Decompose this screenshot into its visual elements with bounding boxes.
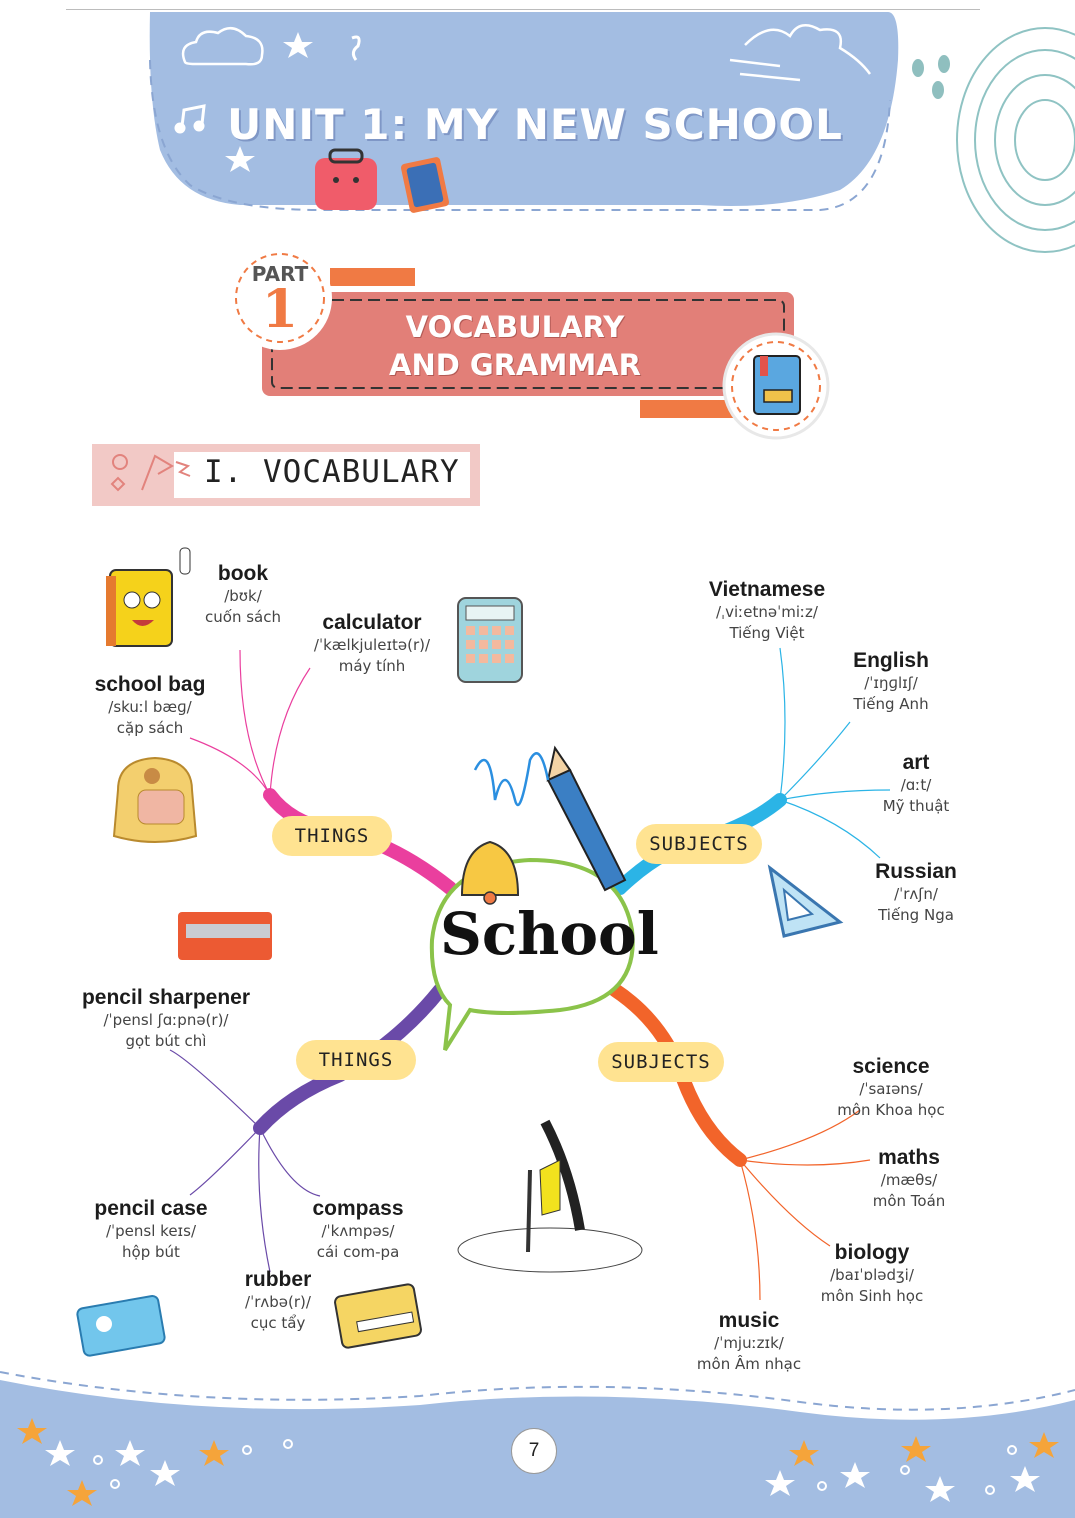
word-maths — [799, 1146, 1019, 1212]
word-science — [781, 1055, 1001, 1121]
squiggle-line — [475, 753, 548, 805]
word-term: Russian — [875, 860, 957, 883]
word-pencil-sharpener — [56, 986, 276, 1052]
word-phonetic: /mæθs/ — [880, 1171, 938, 1189]
word-term: art — [902, 751, 930, 774]
part-title-line2: AND GRAMMAR — [389, 348, 641, 382]
branch-subjects-top: SUBJECTS — [636, 824, 762, 864]
word-term: music — [718, 1309, 780, 1332]
word-phonetic: /ɑːt/ — [900, 776, 932, 794]
part-label: PART — [251, 262, 309, 286]
word-phonetic: /ˈrʌʃn/ — [894, 885, 938, 903]
word-biology — [762, 1241, 982, 1307]
word-art — [806, 751, 1026, 817]
word-term: maths — [878, 1146, 940, 1169]
word-pencil-case — [41, 1197, 261, 1263]
part-title-line1: VOCABULARY — [405, 310, 625, 344]
word-rubber — [168, 1268, 388, 1334]
page-number: 7 — [511, 1428, 557, 1474]
word-term: pencil case — [94, 1197, 208, 1220]
word-term: rubber — [244, 1268, 312, 1291]
word-phonetic: /ˈpensl ʃɑːpnə(r)/ — [103, 1011, 229, 1029]
branch-things-bottom: THINGS — [296, 1040, 416, 1080]
section-heading: I. VOCABULARY — [204, 454, 460, 490]
word-meaning: gọt bút chì — [125, 1032, 207, 1050]
word-meaning: cuốn sách — [205, 608, 281, 626]
pencil-case-illustration — [76, 1295, 165, 1357]
word-term: English — [853, 649, 929, 672]
word-meaning: môn Khoa học — [837, 1101, 945, 1119]
wood-rings-icon — [957, 28, 1075, 252]
word-term: school bag — [94, 673, 206, 696]
word-meaning: môn Sinh học — [820, 1287, 924, 1305]
part-number: 1 — [261, 279, 299, 340]
word-meaning: môn Toán — [872, 1192, 946, 1210]
word-phonetic: /ˈɪŋɡlɪʃ/ — [864, 674, 918, 692]
bell-icon — [462, 842, 518, 904]
word-meaning: máy tính — [338, 657, 406, 675]
word-meaning: Tiếng Việt — [729, 624, 805, 642]
unit-title: UNIT 1: MY NEW SCHOOL — [227, 100, 843, 149]
word-english — [781, 649, 1001, 715]
branch-subjects-bottom: SUBJECTS — [598, 1042, 724, 1082]
word-meaning: cặp sách — [116, 719, 184, 737]
word-phonetic: /baɪˈɒlədʒi/ — [830, 1266, 914, 1284]
word-meaning: hộp bút — [122, 1243, 180, 1261]
word-music — [639, 1309, 859, 1375]
word-meaning: cái com-pa — [316, 1243, 400, 1261]
drops-icon — [912, 55, 950, 99]
word-term: book — [217, 562, 269, 585]
word-meaning: cục tẩy — [250, 1314, 306, 1332]
school-bag-illustration — [114, 758, 196, 842]
word-calculator — [262, 611, 482, 677]
word-vietnamese — [657, 578, 877, 644]
word-term: compass — [312, 1197, 404, 1220]
word-russian — [806, 860, 1026, 926]
word-phonetic: /ˈrʌbə(r)/ — [245, 1293, 311, 1311]
word-meaning: Tiếng Anh — [853, 695, 929, 713]
word-phonetic: /ˌviːetnəˈmiːz/ — [715, 603, 818, 621]
sharpener-illustration — [178, 912, 272, 960]
word-term: science — [852, 1055, 930, 1078]
word-phonetic: /bʊk/ — [224, 587, 262, 605]
compass-illustration — [458, 1122, 642, 1272]
word-term: biology — [834, 1241, 910, 1264]
word-term: Vietnamese — [708, 578, 826, 601]
word-compass — [248, 1197, 468, 1263]
word-meaning: môn Âm nhạc — [696, 1355, 802, 1373]
word-meaning: Mỹ thuật — [882, 797, 950, 815]
word-phonetic: /skuːl bæɡ/ — [108, 698, 192, 716]
word-phonetic: /ˈmjuːzɪk/ — [714, 1334, 784, 1352]
center-word: School — [440, 900, 659, 968]
word-meaning: Tiếng Nga — [878, 906, 954, 924]
word-phonetic: /ˈkælkjuleɪtə(r)/ — [313, 636, 431, 654]
bag-mascot-icon — [315, 150, 377, 210]
branch-things-top: THINGS — [272, 816, 392, 856]
word-phonetic: /ˈpensl keɪs/ — [105, 1222, 196, 1240]
word-term: pencil sharpener — [81, 986, 251, 1009]
word-phonetic: /ˈsaɪəns/ — [859, 1080, 923, 1098]
word-phonetic: /ˈkʌmpəs/ — [321, 1222, 395, 1240]
word-school-bag — [40, 673, 260, 739]
word-term: calculator — [322, 611, 422, 634]
part-title — [300, 308, 730, 384]
